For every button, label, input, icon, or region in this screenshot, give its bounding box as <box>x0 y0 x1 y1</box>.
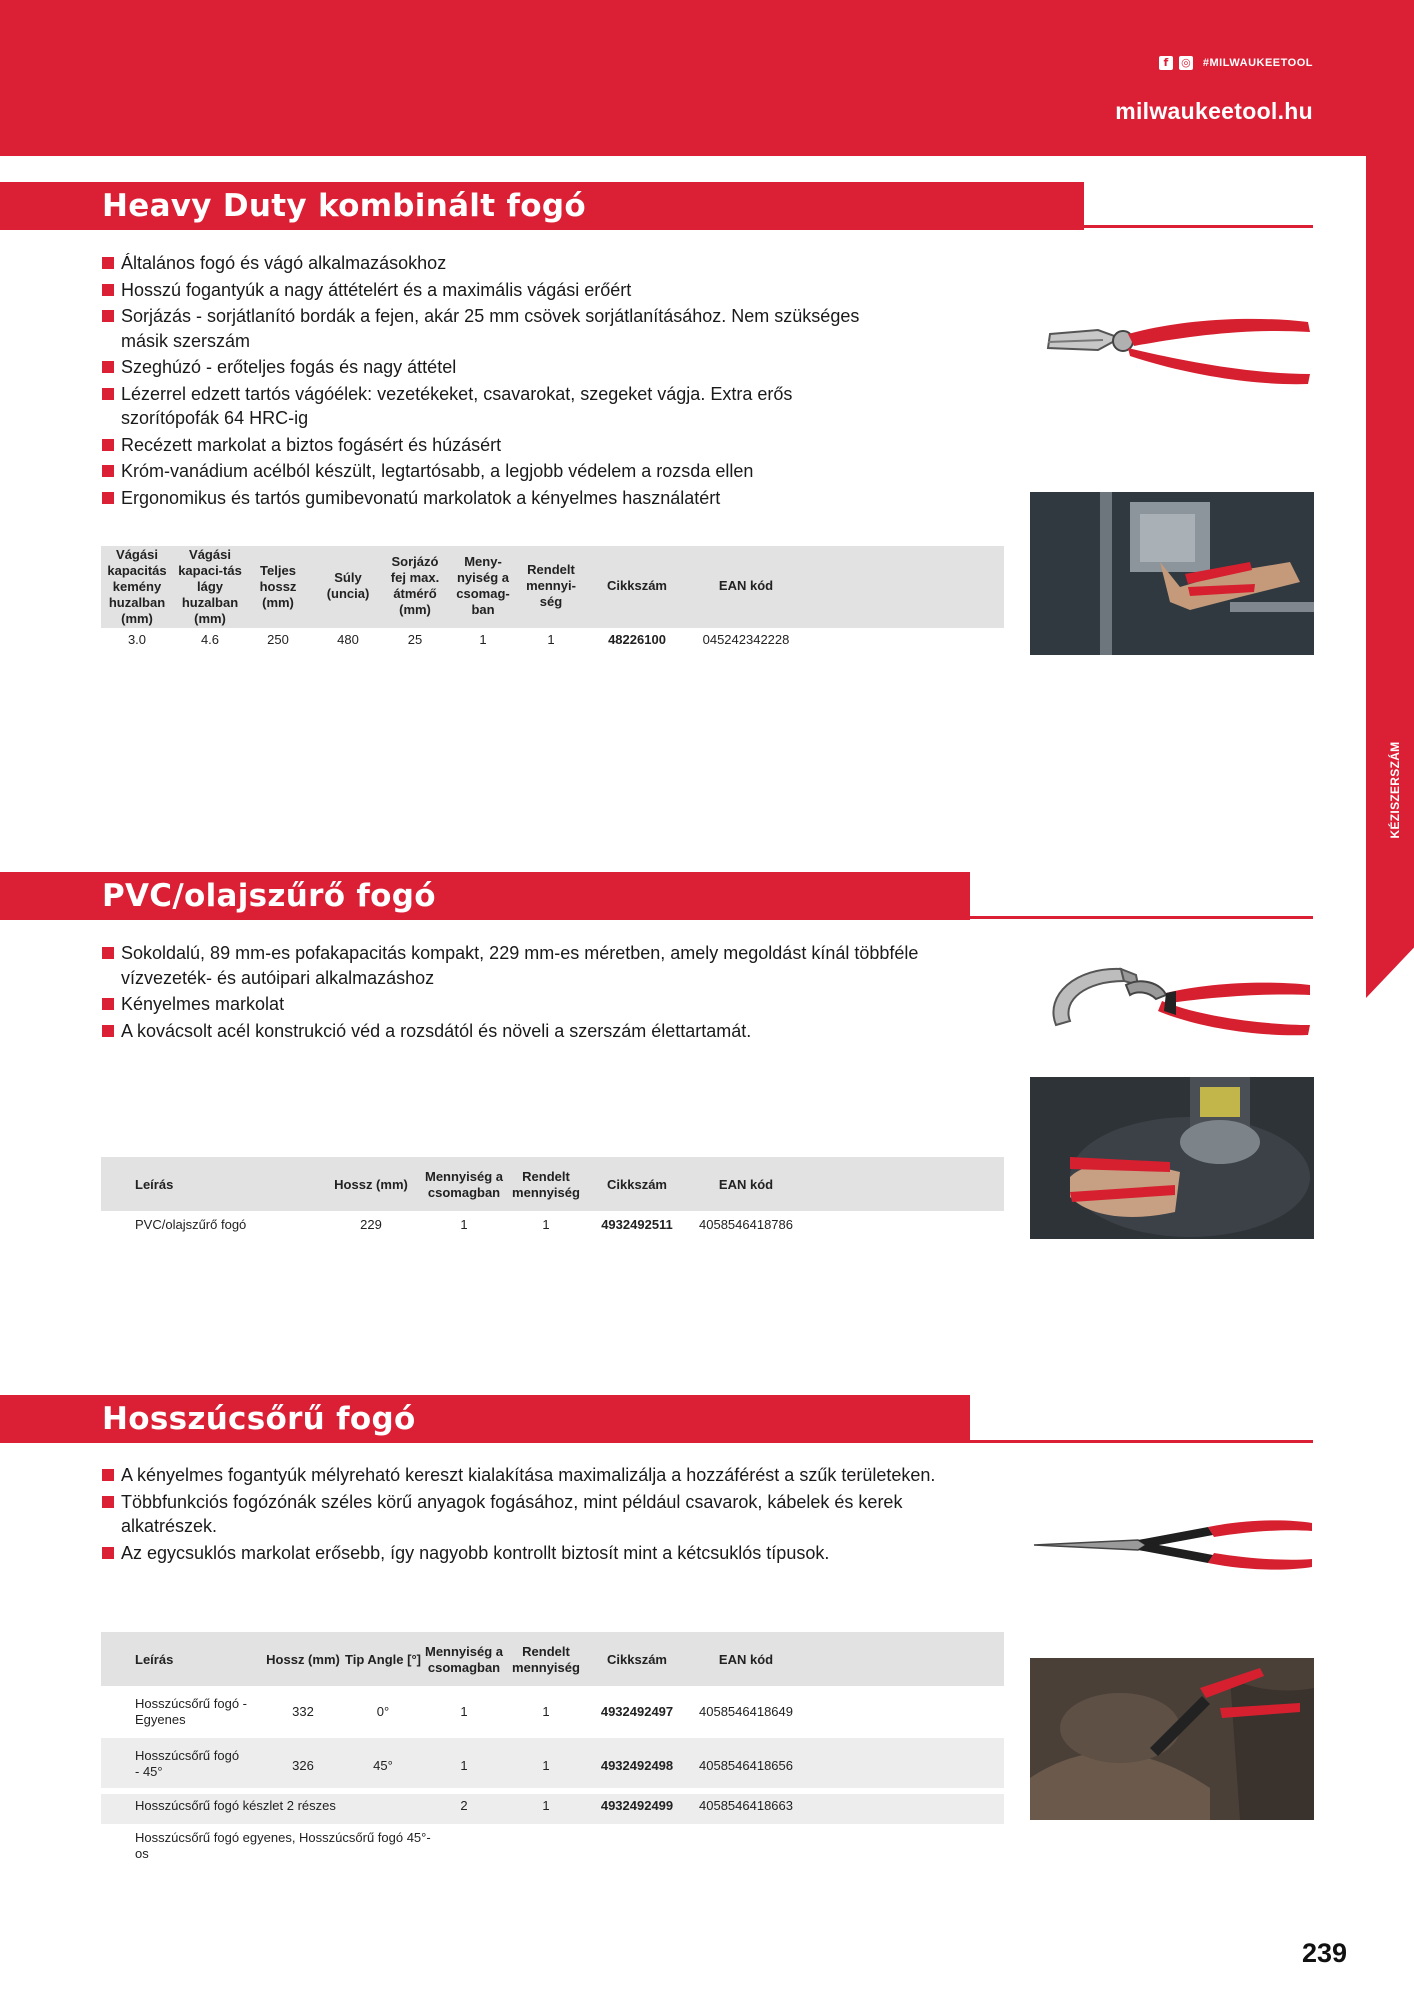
table-cell: 1 <box>542 1758 550 1773</box>
column-header: Mennyiség a csomagban <box>424 1169 504 1200</box>
table-cell: 1 <box>542 1704 550 1719</box>
column-header: Rendelt mennyiség <box>512 1644 580 1675</box>
page-number: 239 <box>1301 1938 1347 1968</box>
feature-item: Hosszú fogantyúk a nagy áttételért és a maximális vágási erőért <box>102 278 862 303</box>
table-cell: 4058546418656 <box>699 1758 793 1773</box>
spec-table <box>101 1632 1004 1872</box>
column-header: Meny-nyiség a csomag-ban <box>456 554 510 617</box>
feature-item: Sokoldalú, 89 mm-es pofakapacitás kompakt, 229 mm-es méretben, amely megoldást kínál többféle vízvezeték- és autóipari alkalmazáshoz <box>102 941 922 990</box>
feature-list <box>102 1463 972 1567</box>
column-header: Rendelt mennyiség <box>512 1169 580 1200</box>
section-title: Hosszúcsőrű fogó <box>102 1401 416 1437</box>
table-cell: 0° <box>376 1704 390 1719</box>
table-cell: 4932492499 <box>600 1798 674 1813</box>
table-cell: 1 <box>547 632 555 647</box>
table-cell: 48226100 <box>608 632 666 647</box>
table-cell: 4058546418786 <box>699 1217 793 1232</box>
column-header: Hossz (mm) <box>266 1652 340 1667</box>
column-header: Cikkszám <box>607 578 667 593</box>
feature-item: A kovácsolt acél konstrukció véd a rozsdától és növeli a szerszám élettartamát. <box>102 1019 922 1044</box>
column-header: Hossz (mm) <box>334 1177 408 1192</box>
column-header: EAN kód <box>718 578 774 593</box>
feature-item: Kényelmes markolat <box>102 992 922 1017</box>
column-header: Mennyiség a csomagban <box>424 1644 504 1675</box>
column-header: Vágási kapacitás kemény huzalban (mm) <box>107 547 167 626</box>
table-cell: 1 <box>460 1704 468 1719</box>
spec-table <box>101 1157 1004 1237</box>
feature-item: Többfunkciós fogózónák széles körű anyagok fogásához, mint például csavarok, kábelek és kerek alkatrészek. <box>102 1490 972 1539</box>
category-label: KÉZISZERSZÁM <box>1388 741 1402 839</box>
column-header: Leírás <box>135 1652 174 1667</box>
table-cell: 045242342228 <box>702 632 790 647</box>
section-rule <box>970 916 1313 919</box>
spec-table <box>101 546 1004 650</box>
table-cell: 480 <box>337 632 359 647</box>
table-cell: 4932492497 <box>600 1704 674 1719</box>
column-header: Leírás <box>135 1177 174 1192</box>
feature-item: Általános fogó és vágó alkalmazásokhoz <box>102 251 862 276</box>
pvc-oil-filter-pliers-image <box>1026 955 1318 1047</box>
combination-pliers-image <box>1028 300 1316 390</box>
column-header: Vágási kapaci-tás lágy huzalban (mm) <box>178 547 242 626</box>
column-header: EAN kód <box>718 1177 774 1192</box>
feature-list <box>102 941 922 1045</box>
table-cell: 4058546418649 <box>699 1704 793 1719</box>
table-cell: 45° <box>373 1758 393 1773</box>
section-rule <box>1084 225 1313 228</box>
table-cell: PVC/olajszűrő fogó <box>135 1217 247 1232</box>
table-cell: 4932492511 <box>601 1217 673 1232</box>
combination-pliers-usage-photo <box>1030 492 1314 655</box>
long-nose-pliers-image <box>1028 1515 1318 1575</box>
column-header: Súly (uncia) <box>326 570 370 601</box>
column-header: EAN kód <box>718 1652 774 1667</box>
social-links <box>1159 56 1313 70</box>
table-note: Hosszúcsőrű fogó egyenes, Hosszúcsőrű fogó 45°-os <box>135 1830 431 1861</box>
table-cell: 1 <box>542 1798 550 1813</box>
header-bar <box>0 0 1414 156</box>
column-header: Rendelt mennyi-ség <box>526 562 576 609</box>
feature-item: Króm-vanádium acélból készült, legtartósabb, a legjobb védelem a rozsda ellen <box>102 459 862 484</box>
feature-item: A kényelmes fogantyúk mélyreható kereszt kialakítása maximalizálja a hozzáférést a szűk területeken. <box>102 1463 972 1488</box>
table-cell: 3.0 <box>127 632 147 647</box>
table-cell: Hosszúcsőrű fogó - 45° <box>135 1748 240 1779</box>
column-header: Sorjázó fej max. átmérő (mm) <box>390 554 440 617</box>
column-header: Cikkszám <box>607 1652 667 1667</box>
feature-item: Az egycsuklós markolat erősebb, így nagyobb kontrollt biztosít mint a kétcsuklós típusok. <box>102 1541 972 1566</box>
section-title: PVC/olajszűrő fogó <box>102 878 436 914</box>
table-cell: Hosszúcsőrű fogó - Egyenes <box>135 1696 247 1727</box>
table-cell: Hosszúcsőrű fogó készlet 2 részes <box>135 1798 336 1813</box>
feature-item: Sorjázás - sorjátlanító bordák a fejen, akár 25 mm csövek sorjátlanításához. Nem szükséges másik szerszám <box>102 304 862 353</box>
table-cell: 2 <box>460 1798 468 1813</box>
instagram-icon[interactable]: ◎ <box>1179 56 1193 70</box>
category-side-tab <box>1366 156 1414 998</box>
column-header: Tip Angle [°] <box>345 1652 421 1667</box>
table-cell: 4932492498 <box>600 1758 674 1773</box>
table-cell: 250 <box>267 632 289 647</box>
column-header: Teljes hossz (mm) <box>259 563 297 610</box>
feature-list <box>102 251 862 512</box>
table-cell: 1 <box>460 1758 468 1773</box>
table-cell: 1 <box>542 1217 550 1232</box>
table-cell: 1 <box>460 1217 468 1232</box>
section-title: Heavy Duty kombinált fogó <box>102 188 586 224</box>
feature-item: Recézett markolat a biztos fogásért és húzásért <box>102 433 862 458</box>
facebook-icon[interactable]: f <box>1159 56 1173 70</box>
table-cell: 25 <box>407 632 423 647</box>
table-cell: 4.6 <box>200 632 220 647</box>
column-header: Cikkszám <box>607 1177 667 1192</box>
feature-item: Ergonomikus és tartós gumibevonatú markolatok a kényelmes használatért <box>102 486 862 511</box>
table-cell: 326 <box>292 1758 314 1773</box>
hashtag: #MILWAUKEETOOL <box>1202 57 1313 69</box>
website-link[interactable]: milwaukeetool.hu <box>1115 98 1313 124</box>
feature-item: Szeghúzó - erőteljes fogás és nagy áttétel <box>102 355 862 380</box>
table-cell: 332 <box>292 1704 314 1719</box>
table-cell: 4058546418663 <box>699 1798 793 1813</box>
long-nose-pliers-usage-photo <box>1030 1658 1314 1820</box>
pvc-oil-filter-pliers-usage-photo <box>1030 1077 1314 1239</box>
table-cell: 1 <box>479 632 487 647</box>
section-rule <box>970 1440 1313 1443</box>
feature-item: Lézerrel edzett tartós vágóélek: vezetékeket, csavarokat, szegeket vágja. Extra erős szorítópofák 64 HRC-ig <box>102 382 862 431</box>
table-cell: 229 <box>360 1217 382 1232</box>
